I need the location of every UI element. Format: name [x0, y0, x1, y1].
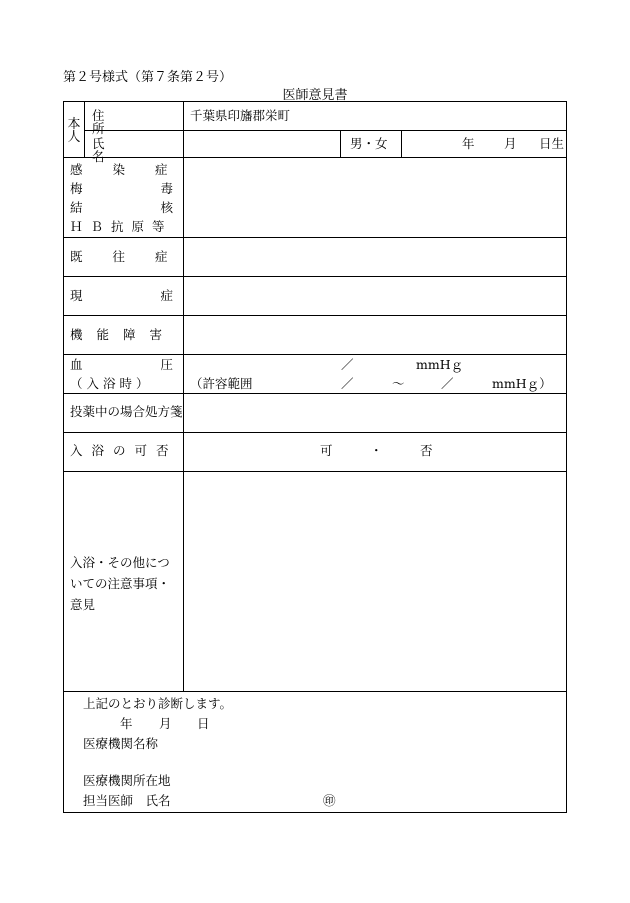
notes-label-line-1: 入浴・その他につ — [70, 555, 170, 570]
infectious-label: 感染症 — [70, 162, 198, 177]
gender-left-line — [340, 130, 341, 157]
person-section-label: 本人 — [67, 117, 81, 145]
row-line — [64, 691, 567, 692]
birth-month-label: 月 — [504, 136, 517, 151]
bp-range-slash: ／ — [341, 376, 354, 391]
address-field[interactable]: 千葉県印旛郡栄町 — [190, 108, 291, 123]
bp-unit: mmHｇ — [416, 357, 464, 372]
hb-antigen-label: ＨＢ抗原等 — [70, 219, 173, 234]
gender-right-line — [401, 130, 402, 157]
syphilis-label: 梅毒 — [70, 181, 252, 196]
institution-address-label: 医療機関所在地 — [83, 773, 171, 788]
date-month-label: 月 — [159, 716, 172, 731]
bp-range-slash: ／ — [441, 376, 454, 391]
birth-day-label: 日生 — [539, 136, 565, 151]
notes-field[interactable] — [184, 472, 567, 690]
notes-label-line-2: いての注意事項・ — [70, 576, 171, 591]
row-line — [64, 393, 567, 394]
bp-range-prefix: （許容範囲 — [190, 376, 253, 391]
name-label-char: 氏名 — [92, 136, 163, 164]
prescription-label: 投薬中の場合処方箋 — [70, 404, 183, 419]
row-line — [64, 237, 567, 238]
row-line — [64, 276, 567, 277]
row-line — [64, 354, 567, 355]
birth-year-label: 年 — [462, 136, 475, 151]
name-label — [92, 138, 178, 163]
bath-permission-label: 入浴の可否 — [70, 443, 178, 458]
bath-separator: ・ — [370, 443, 383, 458]
functional-disability-label: 機能障害 — [70, 327, 177, 342]
tuberculosis-label: 結核 — [70, 200, 252, 215]
address-label — [92, 110, 178, 135]
diagnosis-statement: 上記のとおり診断します。 — [83, 696, 233, 711]
date-day-label: 日 — [197, 716, 210, 731]
opinion-form — [63, 101, 567, 813]
blood-pressure-label: 血圧 — [70, 357, 252, 372]
current-symptoms-label: 現症 — [70, 288, 252, 303]
bath-yes-option[interactable]: 可 — [320, 443, 333, 458]
row-line — [64, 315, 567, 316]
bath-time-label: （入浴時） — [70, 376, 153, 391]
form-title: 医師意見書 — [282, 88, 348, 103]
form-number: 第２号様式（第７条第２号） — [63, 70, 233, 85]
address-label-char: 住所 — [92, 108, 163, 136]
row-line — [64, 432, 567, 433]
notes-label-line-3: 意見 — [70, 597, 96, 612]
bp-range-tilde: ～ — [392, 376, 405, 391]
date-year-label: 年 — [120, 716, 133, 731]
bp-slash: ／ — [341, 357, 354, 372]
bath-no-option[interactable]: 否 — [420, 443, 433, 458]
seal-mark: ㊞ — [323, 793, 336, 808]
medical-history-label: 既往症 — [70, 249, 198, 264]
institution-name-label: 医療機関名称 — [83, 736, 159, 751]
bp-range-suffix: mmHｇ） — [492, 376, 552, 391]
gender-field[interactable]: 男・女 — [350, 136, 388, 151]
doctor-name-label: 担当医師 氏名 — [83, 793, 171, 808]
